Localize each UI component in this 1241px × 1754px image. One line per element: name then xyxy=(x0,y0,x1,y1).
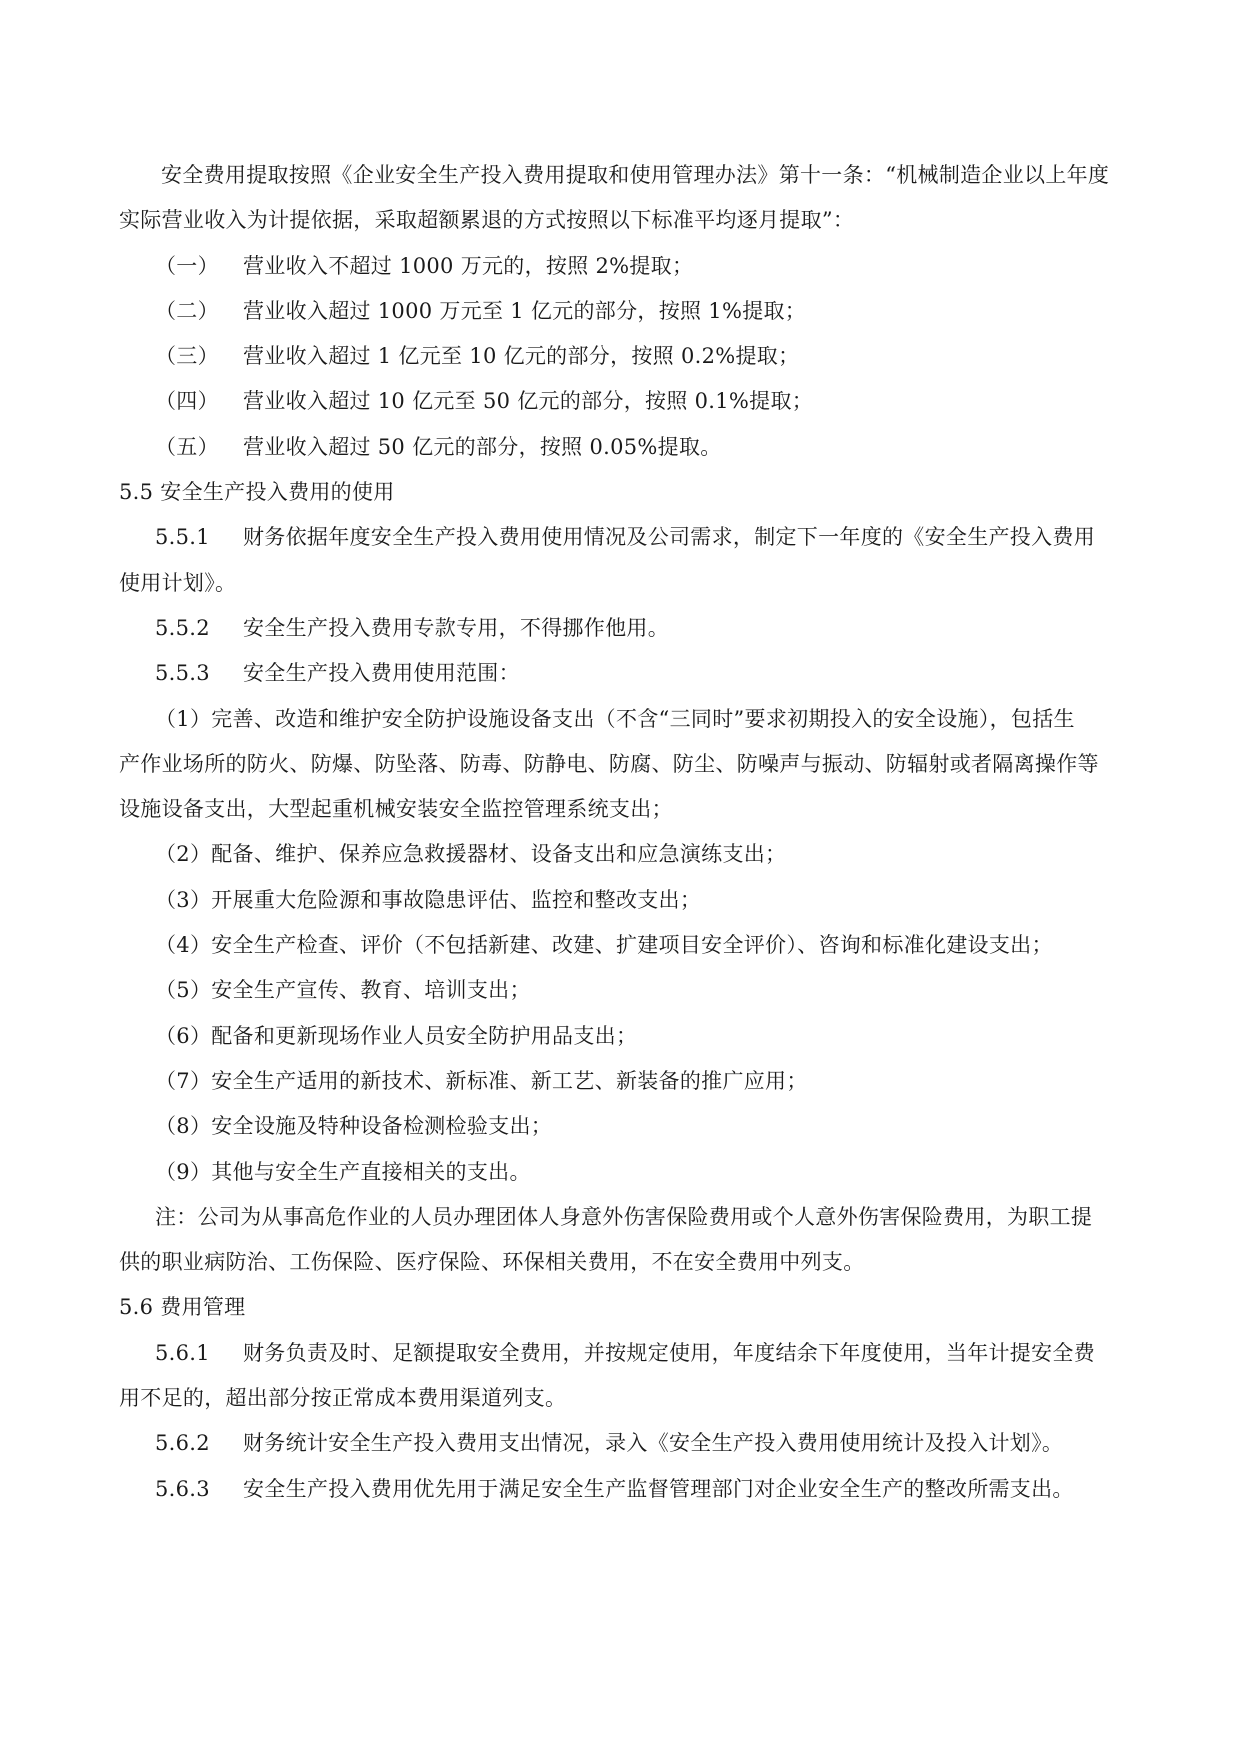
tier-item xyxy=(119,289,1129,334)
clause-text-continuation: 用不足的，超出部分按正常成本费用渠道列支。 xyxy=(119,1386,567,1411)
clause-number: 5.6.1 xyxy=(155,1340,210,1365)
tier-text: 营业收入超过 1000 万元至 1 亿元的部分，按照 1%提取； xyxy=(243,298,807,323)
clause-text: 财务统计安全生产投入费用支出情况，录入《安全生产投入费用使用统计及投入计划》。 xyxy=(243,1431,1064,1456)
clause-number: 5.5.3 xyxy=(155,661,210,686)
list-item: （6）配备和更新现场作业人员安全防护用品支出； xyxy=(155,1023,638,1048)
tier-item xyxy=(119,425,1129,470)
intro-paragraph-line: 实际营业收入为计提依据，采取超额累退的方式按照以下标准平均逐月提取”： xyxy=(119,208,855,233)
clause-5-5-1 xyxy=(119,515,1129,560)
tier-label: （四） xyxy=(155,389,219,414)
tier-text: 营业收入不超过 1000 万元的，按照 2%提取； xyxy=(243,253,694,278)
tier-label: （一） xyxy=(155,253,219,278)
list-item: （2）配备、维护、保养应急救援器材、设备支出和应急演练支出； xyxy=(155,842,787,867)
list-item: （7）安全生产适用的新技术、新标准、新工艺、新装备的推广应用； xyxy=(155,1068,808,1093)
clause-text: 财务依据年度安全生产投入费用使用情况及公司需求，制定下一年度的《安全生产投入费用 xyxy=(243,525,1095,550)
clause-text: 财务负责及时、足额提取安全费用，并按规定使用，年度结余下年度使用，当年计提安全费 xyxy=(243,1340,1095,1365)
clause-5-6-2 xyxy=(119,1421,1129,1466)
tier-text: 营业收入超过 50 亿元的部分，按照 0.05%提取。 xyxy=(243,434,722,459)
tier-item xyxy=(119,244,1129,289)
clause-number: 5.6.3 xyxy=(155,1476,210,1501)
clause-text: 安全生产投入费用优先用于满足安全生产监督管理部门对企业安全生产的整改所需支出。 xyxy=(243,1476,1074,1501)
note-paragraph-continuation: 供的职业病防治、工伤保险、医疗保险、环保相关费用，不在安全费用中列支。 xyxy=(119,1250,865,1275)
clause-text-continuation: 使用计划》。 xyxy=(119,570,237,595)
clause-number: 5.5.1 xyxy=(155,525,210,550)
tier-text: 营业收入超过 1 亿元至 10 亿元的部分，按照 0.2%提取； xyxy=(243,344,800,369)
clause-5-5-3 xyxy=(119,651,1129,696)
clause-5-6-3 xyxy=(119,1467,1129,1512)
section-heading: 5.5 安全生产投入费用的使用 xyxy=(119,480,395,505)
intro-paragraph-line: 安全费用提取按照《企业安全生产投入费用提取和使用管理办法》第十一条：“机械制造企业以上年度 xyxy=(161,163,1110,187)
tier-item xyxy=(119,379,1129,424)
note-paragraph: 注：公司为从事高危作业的人员办理团体人身意外伤害保险费用或个人意外伤害保险费用，为职工提 xyxy=(155,1204,1093,1229)
list-item-continuation: 产作业场所的防火、防爆、防坠落、防毒、防静电、防腐、防尘、防噪声与振动、防辐射或者隔离操作等 xyxy=(119,751,1099,776)
list-item: （9）其他与安全生产直接相关的支出。 xyxy=(155,1159,531,1184)
list-item: （5）安全生产宣传、教育、培训支出； xyxy=(155,978,531,1003)
tier-label: （二） xyxy=(155,298,219,323)
clause-number: 5.6.2 xyxy=(155,1431,210,1456)
list-item: （1）完善、改造和维护安全防护设施设备支出（不含“三同时”要求初期投入的安全设施），包括生 xyxy=(155,706,1075,731)
list-item: （3）开展重大危险源和事故隐患评估、监控和整改支出； xyxy=(155,887,702,912)
clause-number: 5.5.2 xyxy=(155,615,210,640)
tier-item xyxy=(119,334,1129,379)
document-body xyxy=(119,153,1129,1512)
list-item: （8）安全设施及特种设备检测检验支出； xyxy=(155,1114,553,1139)
clause-5-6-1 xyxy=(119,1331,1129,1376)
list-item-continuation: 设施设备支出，大型起重机械安装安全监控管理系统支出； xyxy=(119,797,673,822)
clause-text: 安全生产投入费用使用范围： xyxy=(243,661,520,686)
tier-label: （三） xyxy=(155,344,219,369)
tier-text: 营业收入超过 10 亿元至 50 亿元的部分，按照 0.1%提取； xyxy=(243,389,814,414)
clause-5-5-2 xyxy=(119,606,1129,651)
clause-text: 安全生产投入费用专款专用，不得挪作他用。 xyxy=(243,615,669,640)
tier-label: （五） xyxy=(155,434,219,459)
section-heading: 5.6 费用管理 xyxy=(119,1295,246,1320)
list-item: （4）安全生产检查、评价（不包括新建、改建、扩建项目安全评价）、咨询和标准化建设支出； xyxy=(155,933,1053,958)
